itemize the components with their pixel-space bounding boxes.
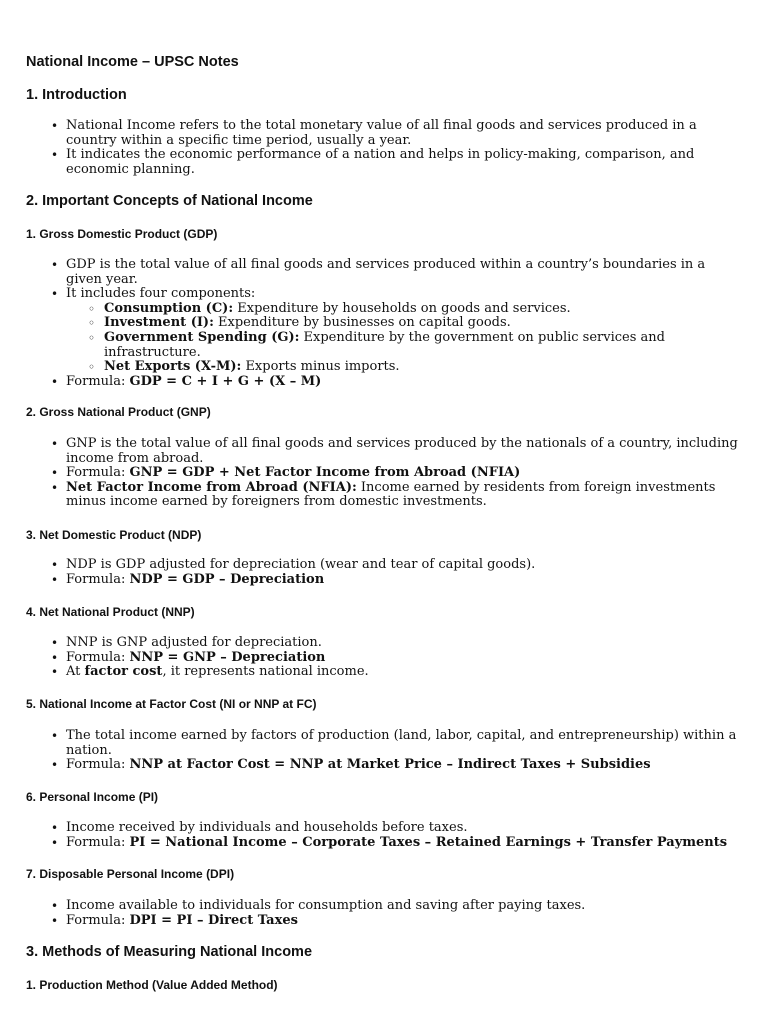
component-item <box>104 316 742 331</box>
page-title: National Income – UPSC Notes <box>26 54 239 70</box>
formula: GDP = C + I + G + (X – M) <box>129 373 322 389</box>
pi-list <box>66 821 742 850</box>
formula: DPI = PI – Direct Taxes <box>129 912 298 928</box>
dpi-list <box>66 899 742 928</box>
formula-item <box>66 914 742 929</box>
list-item: • Income available to individuals for consumption and saving after paying taxes. <box>66 899 742 914</box>
factor-cost-term: factor cost <box>84 664 163 680</box>
gdp-list <box>66 258 742 389</box>
subheading-ni-factor-cost: 5. National Income at Factor Cost (NI or NNP at FC) <box>26 697 317 711</box>
subheading-production-method: 1. Production Method (Value Added Method) <box>26 978 278 992</box>
formula-label: Formula: <box>66 373 130 389</box>
component-text: Expenditure by the government on public services and infrastructure. <box>104 329 665 360</box>
formula-item <box>66 651 742 666</box>
formula-label: Formula: <box>66 649 130 665</box>
formula-item <box>66 836 742 851</box>
formula-label: Formula: <box>66 465 130 481</box>
list-item-text: It includes four components: <box>66 286 256 302</box>
component-item <box>104 360 742 375</box>
list-item: • NNP is GNP adjusted for depreciation. <box>66 636 742 651</box>
formula-label: Formula: <box>66 834 130 850</box>
list-item <box>66 481 742 510</box>
list-item-text: At <box>66 664 85 680</box>
component-term: Consumption (C): <box>104 300 234 316</box>
formula: NNP at Factor Cost = NNP at Market Price – Indirect Taxes + Subsidies <box>129 757 651 773</box>
nfia-text: Income earned by residents from foreign investments minus income earned by foreigners from domestic investments. <box>66 479 716 510</box>
subheading-pi: 6. Personal Income (PI) <box>26 790 159 804</box>
list-item: • The total income earned by factors of production (land, labor, capital, and entrepreneurship) within a nation. <box>66 729 742 758</box>
list-item-text: , it represents national income. <box>162 664 369 680</box>
component-text: Exports minus imports. <box>241 359 400 375</box>
formula: PI = National Income – Corporate Taxes – Retained Earnings + Transfer Payments <box>129 834 728 850</box>
list-item: • National Income refers to the total monetary value of all final goods and services produced in a country within a specific time period, usually a year. <box>66 119 742 148</box>
section-heading-methods: 3. Methods of Measuring National Income <box>26 944 313 960</box>
formula: NNP = GNP – Depreciation <box>129 649 326 665</box>
section-heading-concepts: 2. Important Concepts of National Income <box>26 193 313 209</box>
list-item: • It indicates the economic performance of a nation and helps in policy-making, comparison, and economic planning. <box>66 148 742 177</box>
formula: NDP = GDP – Depreciation <box>129 571 325 587</box>
formula-item <box>66 573 742 588</box>
list-item: • GDP is the total value of all final goods and services produced within a country’s boundaries in a given year. <box>66 258 742 287</box>
component-term: Investment (I): <box>104 315 214 331</box>
formula-label: Formula: <box>66 571 130 587</box>
list-item: • GNP is the total value of all final goods and services produced by the nationals of a country, including income from abroad. <box>66 437 742 466</box>
component-text: Expenditure by households on goods and services. <box>233 300 571 316</box>
subheading-dpi: 7. Disposable Personal Income (DPI) <box>26 867 235 881</box>
formula-item <box>66 758 742 773</box>
component-item <box>104 302 742 317</box>
formula-label: Formula: <box>66 757 130 773</box>
ni-factor-cost-list <box>66 729 742 773</box>
formula-item <box>66 375 742 390</box>
gnp-list <box>66 437 742 510</box>
component-term: Government Spending (G): <box>104 329 300 345</box>
list-item: • NDP is GDP adjusted for depreciation (wear and tear of capital goods). <box>66 558 742 573</box>
gdp-components-list <box>104 302 742 375</box>
subheading-ndp: 3. Net Domestic Product (NDP) <box>26 528 202 542</box>
formula-label: Formula: <box>66 912 130 928</box>
subheading-nnp: 4. Net National Product (NNP) <box>26 605 195 619</box>
introduction-list <box>66 119 742 177</box>
list-item <box>66 287 742 375</box>
list-item <box>66 665 742 680</box>
nfia-term: Net Factor Income from Abroad (NFIA): <box>66 479 357 495</box>
component-item <box>104 331 742 360</box>
subheading-gdp: 1. Gross Domestic Product (GDP) <box>26 227 218 241</box>
list-item: • Income received by individuals and households before taxes. <box>66 821 742 836</box>
nnp-list <box>66 636 742 680</box>
ndp-list <box>66 558 742 587</box>
component-text: Expenditure by businesses on capital goods. <box>213 315 511 331</box>
section-heading-introduction: 1. Introduction <box>26 87 127 103</box>
subheading-gnp: 2. Gross National Product (GNP) <box>26 405 211 419</box>
component-term: Net Exports (X-M): <box>104 359 242 375</box>
formula: GNP = GDP + Net Factor Income from Abroad (NFIA) <box>129 465 521 481</box>
formula-item <box>66 466 742 481</box>
